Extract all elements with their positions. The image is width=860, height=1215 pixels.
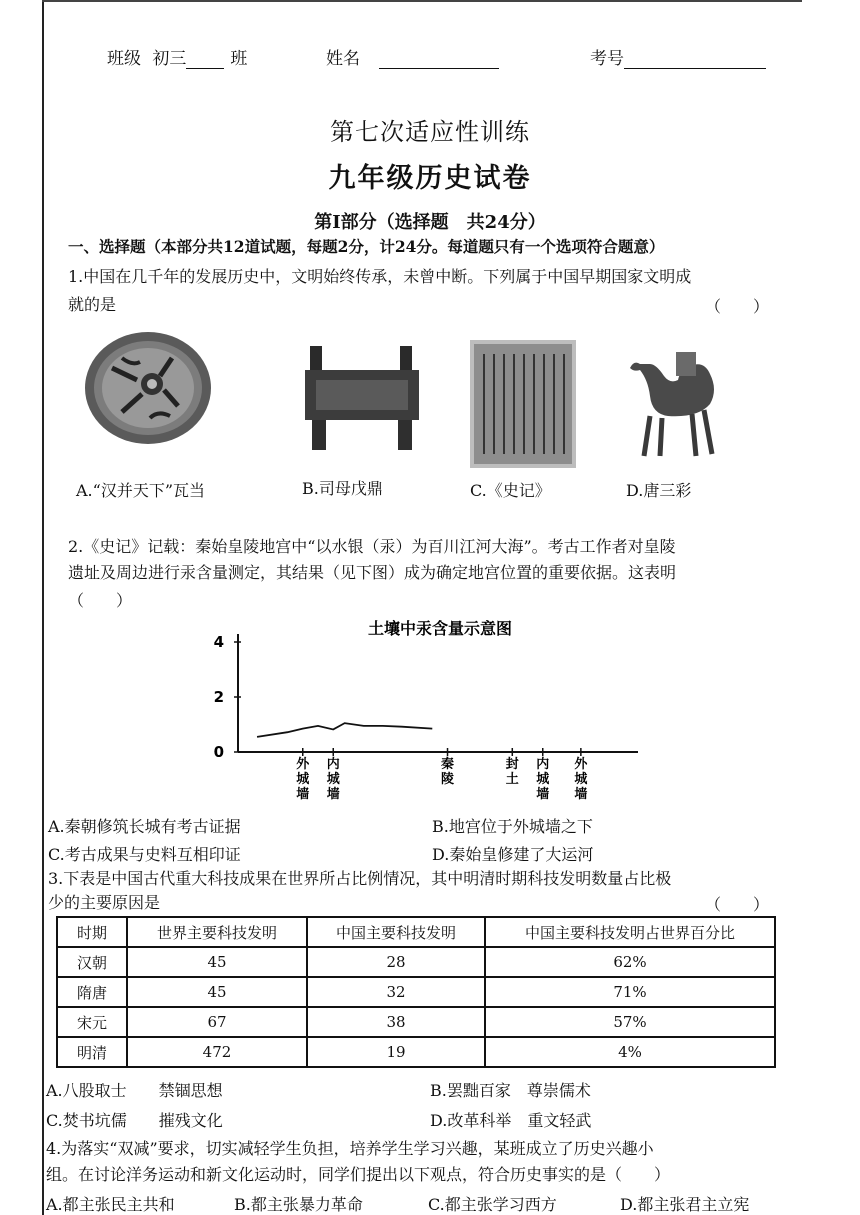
x-tick-label: 内城墙 bbox=[536, 757, 550, 802]
class-field: 班级 初三 班 bbox=[107, 49, 248, 69]
table-cell: 62% bbox=[485, 947, 775, 977]
q3-option-b[interactable]: B.罢黜百家 尊崇儒术 bbox=[430, 1081, 591, 1100]
shiji-book-image bbox=[470, 340, 576, 468]
q2-answer-paren[interactable]: （ ） bbox=[68, 591, 133, 610]
x-tick-label: 外城墙 bbox=[574, 757, 588, 802]
table-cell: 45 bbox=[127, 977, 307, 1007]
y-tick-label: 4 bbox=[213, 633, 224, 651]
science-table bbox=[56, 916, 776, 1068]
q1-stem-line2: 就的是 bbox=[68, 295, 117, 314]
part-heading: 第Ⅰ部分（选择题 共24分） bbox=[314, 212, 546, 233]
name-field: 姓名 bbox=[326, 44, 499, 69]
y-tick-label: 0 bbox=[213, 743, 224, 761]
table-header: 世界主要科技发明 bbox=[127, 917, 307, 947]
table-cell: 4% bbox=[485, 1037, 775, 1067]
table-header: 时期 bbox=[57, 917, 127, 947]
table-cell: 宋元 bbox=[57, 1007, 127, 1037]
q1-answer-paren[interactable]: （ ） bbox=[705, 297, 770, 316]
table-row bbox=[57, 977, 775, 1007]
q3-option-c[interactable]: C.焚书坑儒 摧残文化 bbox=[46, 1111, 223, 1130]
table-cell: 71% bbox=[485, 977, 775, 1007]
q3-stem-line2: 少的主要原因是 bbox=[48, 893, 161, 912]
q2-option-c[interactable]: C.考古成果与史料互相印证 bbox=[48, 845, 241, 864]
x-tick-label: 封土 bbox=[505, 757, 519, 787]
q1-option-c[interactable]: C.《史记》 bbox=[470, 481, 551, 500]
q3-answer-paren[interactable]: （ ） bbox=[705, 895, 770, 914]
q2-option-b[interactable]: B.地宫位于外城墙之下 bbox=[432, 817, 593, 836]
table-cell: 32 bbox=[307, 977, 485, 1007]
q1-option-a[interactable]: A.“汉并天下”瓦当 bbox=[76, 481, 206, 500]
table-cell: 28 bbox=[307, 947, 485, 977]
chart-title: 土壤中汞含量示意图 bbox=[367, 619, 513, 638]
table-row bbox=[57, 1007, 775, 1037]
q3-stem-line1: 3.下表是中国古代重大科技成果在世界所占比例情况，其中明清时期科技发明数量占比极 bbox=[48, 869, 672, 888]
q2-option-d[interactable]: D.秦始皇修建了大运河 bbox=[432, 845, 594, 864]
mercury-chart bbox=[190, 612, 660, 812]
name-blank[interactable] bbox=[379, 50, 499, 69]
table-cell: 明清 bbox=[57, 1037, 127, 1067]
q4-option-d[interactable]: D.都主张君主立宪 bbox=[620, 1195, 750, 1214]
class-blank[interactable] bbox=[186, 50, 224, 69]
q1-option-b[interactable]: B.司母戊鼎 bbox=[302, 479, 383, 498]
table-cell: 19 bbox=[307, 1037, 485, 1067]
table-header: 中国主要科技发明 bbox=[307, 917, 485, 947]
q2-stem-line1: 2.《史记》记载：秦始皇陵地宫中“以水银（汞）为百川江河大海”。考古工作者对皇陵 bbox=[68, 537, 676, 556]
y-tick-label: 2 bbox=[213, 688, 224, 706]
table-cell: 57% bbox=[485, 1007, 775, 1037]
table-row bbox=[57, 947, 775, 977]
table-cell: 472 bbox=[127, 1037, 307, 1067]
table-cell: 67 bbox=[127, 1007, 307, 1037]
exam-round-title: 第七次适应性训练 bbox=[330, 118, 530, 146]
table-cell: 汉朝 bbox=[57, 947, 127, 977]
table-header: 中国主要科技发明占世界百分比 bbox=[485, 917, 775, 947]
number-field: 考号 bbox=[590, 44, 766, 69]
x-tick-label: 外城墙 bbox=[296, 757, 310, 802]
table-cell: 45 bbox=[127, 947, 307, 977]
q3-option-a[interactable]: A.八股取士 禁锢思想 bbox=[46, 1081, 223, 1100]
q2-option-a[interactable]: A.秦朝修筑长城有考古证据 bbox=[48, 817, 241, 836]
table-header-row bbox=[57, 917, 775, 947]
table-cell: 38 bbox=[307, 1007, 485, 1037]
mercury-series-line bbox=[257, 723, 432, 737]
number-blank[interactable] bbox=[624, 50, 766, 69]
q4-option-b[interactable]: B.都主张暴力革命 bbox=[234, 1195, 363, 1214]
q2-stem-line2: 遗址及周边进行汞含量测定，其结果（见下图）成为确定地宫位置的重要依据。这表明 bbox=[68, 563, 677, 582]
section-heading: 一、选择题（本部分共12道试题，每题2分，计24分。每道题只有一个选项符合题意） bbox=[68, 237, 665, 256]
x-tick-label: 内城墙 bbox=[326, 757, 340, 802]
table-row bbox=[57, 1037, 775, 1067]
q4-option-c[interactable]: C.都主张学习西方 bbox=[428, 1195, 557, 1214]
q4-option-a[interactable]: A.都主张民主共和 bbox=[46, 1195, 175, 1214]
q4-stem-line1: 4.为落实“双减”要求，切实减轻学生负担，培养学生学习兴趣，某班成立了历史兴趣小 bbox=[46, 1139, 654, 1158]
tang-sancai-camel-image bbox=[626, 342, 722, 460]
table-cell: 隋唐 bbox=[57, 977, 127, 1007]
q3-option-d[interactable]: D.改革科举 重文轻武 bbox=[430, 1111, 592, 1130]
tile-end-image bbox=[82, 328, 214, 448]
q1-option-d[interactable]: D.唐三彩 bbox=[626, 481, 692, 500]
exam-name-title: 九年级历史试卷 bbox=[328, 163, 532, 194]
x-tick-label: 秦陵 bbox=[441, 757, 455, 787]
page-top-border bbox=[42, 0, 802, 2]
q4-stem-line2: 组。在讨论洋务运动和新文化运动时，同学们提出以下观点，符合历史事实的是（ ） bbox=[46, 1165, 671, 1184]
q1-stem-line1: 1.中国在几千年的发展历史中，文明始终传承，未曾中断。下列属于中国早期国家文明成 bbox=[68, 267, 692, 286]
simuwu-ding-image bbox=[302, 344, 422, 452]
